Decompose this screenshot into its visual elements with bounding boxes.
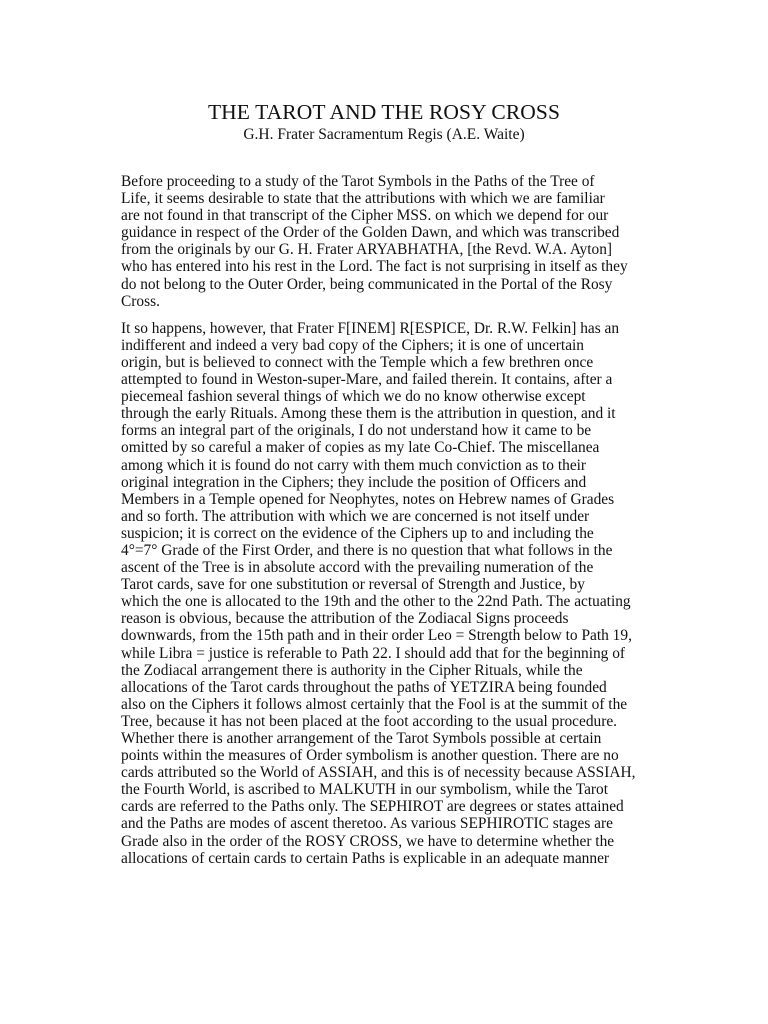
paragraph [121, 173, 676, 310]
text-line: attempted to found in Weston-super-Mare, and failed therein. It contains, after a [121, 371, 613, 389]
text-line: Whether there is another arrangement of the Tarot Symbols possible at certain [121, 730, 602, 747]
document-byline: G.H. Frater Sacramentum Regis (A.E. Waite) [243, 126, 525, 143]
text-line: Before proceeding to a study of the Tarot Symbols in the Paths of the Tree of [121, 173, 595, 190]
text-line: are not found in that transcript of the Cipher MSS. on which we depend for our [121, 207, 609, 225]
text-line: points within the measures of Order symbolism is another question. There are no [121, 747, 619, 765]
paragraph [121, 320, 676, 867]
text-line: which the one is allocated to the 19th and the other to the 22nd Path. The actuating [121, 593, 631, 611]
document-title: THE TAROT AND THE ROSY CROSS [207, 100, 561, 124]
text-line: Grade also in the order of the ROSY CROSS, we have to determine whether the [121, 832, 615, 850]
text-line: suspicion; it is correct on the evidence of the Ciphers up to and including the [121, 524, 594, 542]
text-line: do not belong to the Outer Order, being communicated in the Portal of the Rosy [121, 275, 613, 293]
text-line: the Zodiacal arrangement there is authority in the Cipher Rituals, while the [121, 661, 583, 679]
text-line: guidance in respect of the Order of the Golden Dawn, and which was transcribed [121, 224, 620, 242]
text-line: among which it is found do not carry with them much conviction as to their [121, 456, 587, 474]
text-line: allocations of certain cards to certain Paths is explicable in an adequate manner [121, 849, 610, 867]
text-line: Members in a Temple opened for Neophytes, notes on Hebrew names of Grades [121, 490, 615, 508]
text-line: Tree, because it has not been placed at the foot according to the usual procedure. [121, 712, 618, 730]
text-line: while Libra = justice is referable to Path 22. I should add that for the beginning of [121, 644, 626, 662]
text-line: reason is obvious, because the attribution of the Zodiacal Signs proceeds [121, 610, 569, 628]
text-line: omitted by so careful a maker of copies as my late Co-Chief. The miscellanea [121, 439, 600, 457]
text-line: who has entered into his rest in the Lord. The fact is not surprising in itself as they [121, 258, 628, 276]
text-line: and so forth. The attribution with which we are concerned is not itself under [121, 507, 590, 525]
text-line: allocations of the Tarot cards throughout the paths of YETZIRA being founded [121, 678, 607, 696]
text-line: Tarot cards, save for one substitution or reversal of Strength and Justice, by [121, 576, 585, 594]
text-line: and the Paths are modes of ascent theretoo. As various SEPHIROTIC stages are [121, 815, 613, 833]
text-line: origin, but is believed to connect with the Temple which a few brethren once [121, 353, 594, 371]
text-line: ascent of the Tree is in absolute accord with the prevailing numeration of the [121, 559, 594, 577]
text-line: It so happens, however, that Frater F[INEM] R[ESPICE, Dr. R.W. Felkin] has an [121, 319, 620, 337]
text-line: through the early Rituals. Among these them is the attribution in question, and it [121, 405, 616, 423]
text-line: 4°=7° Grade of the First Order, and there is no question that what follows in the [121, 541, 613, 559]
text-line: indifferent and indeed a very bad copy of the Ciphers; it is one of uncertain [121, 336, 584, 354]
text-line: cards are referred to the Paths only. The SEPHIROT are degrees or states attained [121, 798, 624, 816]
document-body [121, 173, 676, 877]
text-line: piecemeal fashion several things of which we do no know otherwise except [121, 388, 586, 406]
text-line: original integration in the Ciphers; they include the position of Officers and [121, 473, 587, 491]
text-line: Cross. [121, 292, 160, 310]
text-line: the Fourth World, is ascribed to MALKUTH in our symbolism, while the Tarot [121, 781, 608, 799]
text-line: Life, it seems desirable to state that the attributions with which we are familiar [121, 190, 605, 208]
text-line: from the originals by our G. H. Frater ARYABHATHA, [the Revd. W.A. Ayton] [121, 241, 613, 259]
text-line: cards attributed so the World of ASSIAH, and this is of necessity because ASSIAH, [121, 764, 636, 782]
text-line: forms an integral part of the originals, I do not understand how it came to be [121, 422, 592, 440]
text-line: also on the Ciphers it follows almost certainly that the Fool is at the summit of the [121, 695, 628, 713]
text-line: downwards, from the 15th path and in their order Leo = Strength below to Path 19, [121, 627, 632, 645]
